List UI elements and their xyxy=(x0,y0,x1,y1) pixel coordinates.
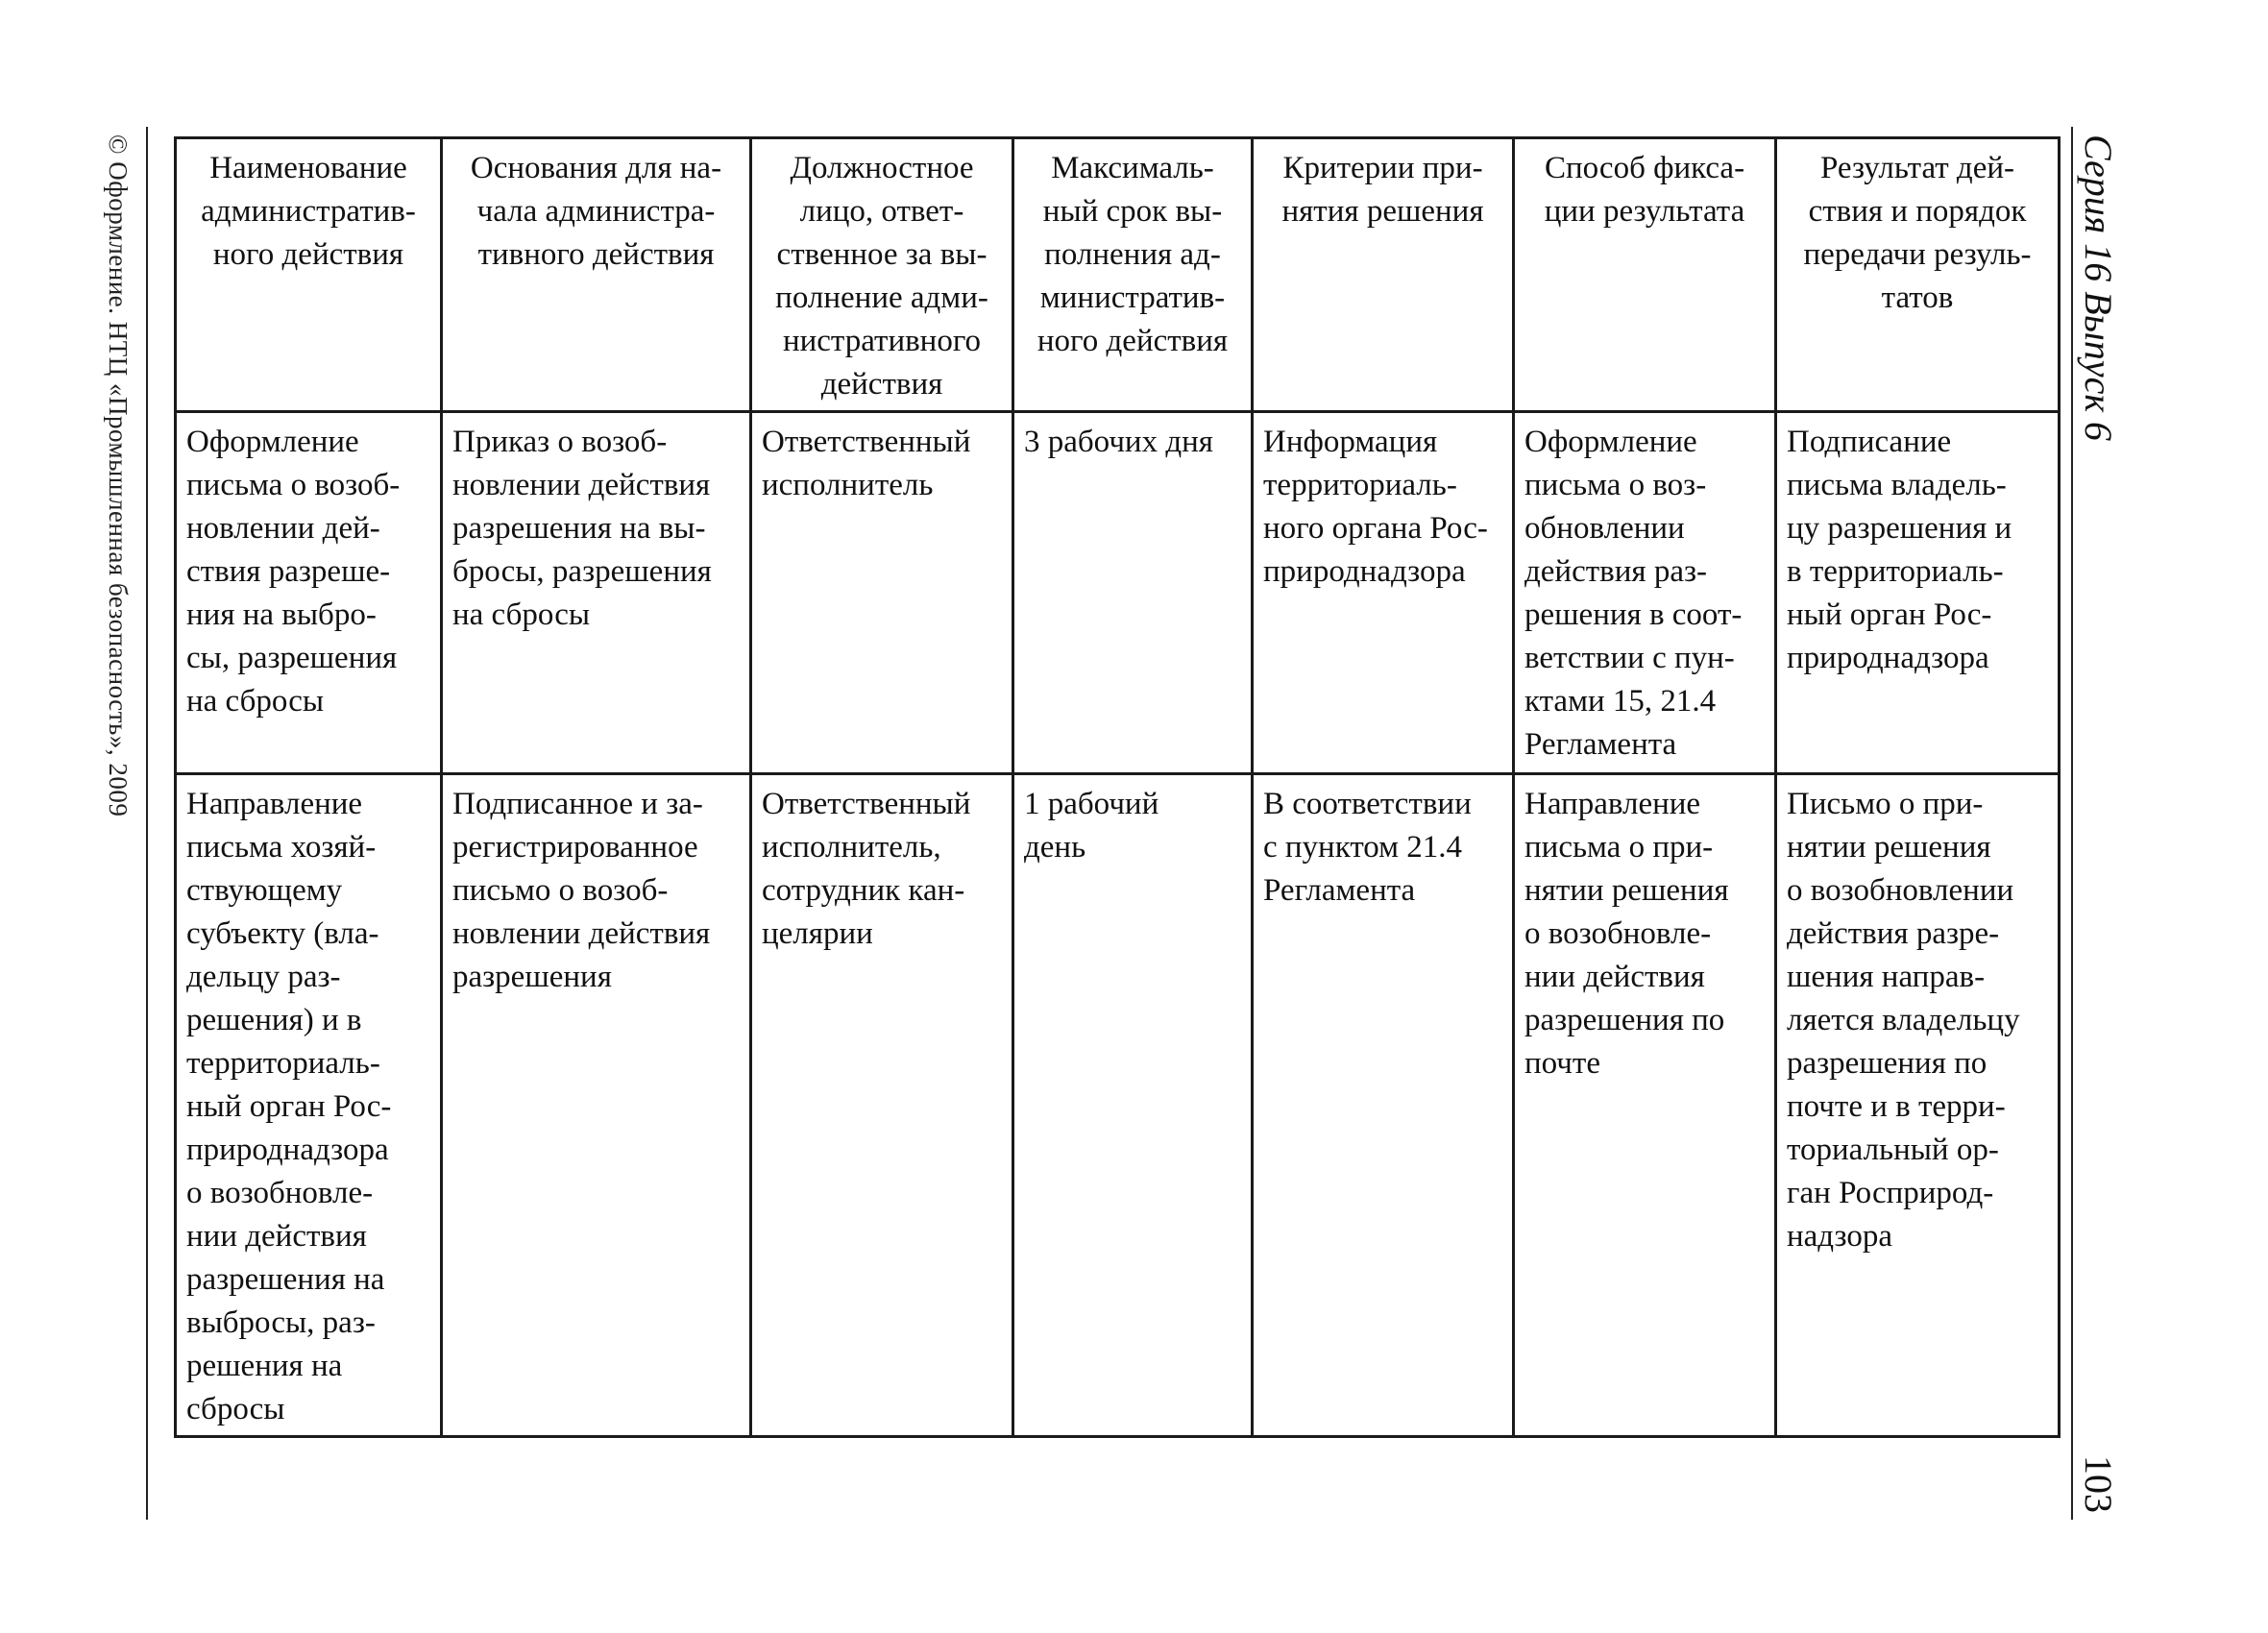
table-cell: Информация территориаль- ного органа Рос- природнадзора xyxy=(1253,412,1514,774)
header-result: Результат дей- ствия и порядок передачи резуль- татов xyxy=(1776,138,2060,412)
table-cell: Ответственный исполнитель xyxy=(751,412,1013,774)
table-row xyxy=(176,412,2060,774)
header-responsible: Должностное лицо, ответ- ственное за вы- полнение адми- нистративного действия xyxy=(751,138,1013,412)
table-header-row xyxy=(176,138,2060,412)
table-cell: Оформление письма о возоб- новлении дей- ствия разреше- ния на выбро- сы, разрешения на сбросы xyxy=(176,412,442,774)
header-max-term: Максималь- ный срок вы- полнения ад- министратив- ного действия xyxy=(1013,138,1253,412)
table-cell: Направление письма хозяй- ствующему субъекту (вла- дельцу раз- решения) и в территориаль- ный орган Рос- природнадзора о возобновле- нии действия разрешения на выбросы, раз- решения на сбросы xyxy=(176,774,442,1437)
table-cell: 1 рабочий день xyxy=(1013,774,1253,1437)
series-header: Серия 16 Выпуск 6 xyxy=(2077,134,2120,442)
page-number: 103 xyxy=(2077,1455,2120,1513)
header-grounds: Основания для на- чала администра- тивного действия xyxy=(442,138,751,412)
header-fixation: Способ фикса- ции результата xyxy=(1514,138,1776,412)
table-cell: Подписание письма владель- цу разрешения и в территориаль- ный орган Рос- природнадзора xyxy=(1776,412,2060,774)
table-cell: Подписанное и за- регистрированное письмо о возоб- новлении действия разрешения xyxy=(442,774,751,1437)
header-criteria: Критерии при- нятия решения xyxy=(1253,138,1514,412)
regulation-table xyxy=(174,136,2061,1438)
table-cell: 3 рабочих дня xyxy=(1013,412,1253,774)
table-cell: Письмо о при- нятии решения о возобновлении действия разре- шения направ- ляется владельцу разрешения по почте и в терри- ториальный ор- ган Росприрод- надзора xyxy=(1776,774,2060,1437)
right-header-rule xyxy=(2071,127,2073,1520)
table-cell: В соответствии с пунктом 21.4 Регламента xyxy=(1253,774,1514,1437)
table-row xyxy=(176,774,2060,1437)
left-margin-rule xyxy=(146,127,148,1520)
copyright-note: © Оформление. НТЦ «Промышленная безопасность», 2009 xyxy=(104,134,133,817)
header-action-name: Наименование административ- ного действия xyxy=(176,138,442,412)
table-cell: Оформление письма о воз- обновлении действия раз- решения в соот- ветствии с пун- ктами 15, 21.4 Регламента xyxy=(1514,412,1776,774)
table-cell: Направление письма о при- нятии решения о возобновле- нии действия разрешения по почте xyxy=(1514,774,1776,1437)
table-cell: Ответственный исполнитель, сотрудник кан- целярии xyxy=(751,774,1013,1437)
table-cell: Приказ о возоб- новлении действия разрешения на вы- бросы, разрешения на сбросы xyxy=(442,412,751,774)
